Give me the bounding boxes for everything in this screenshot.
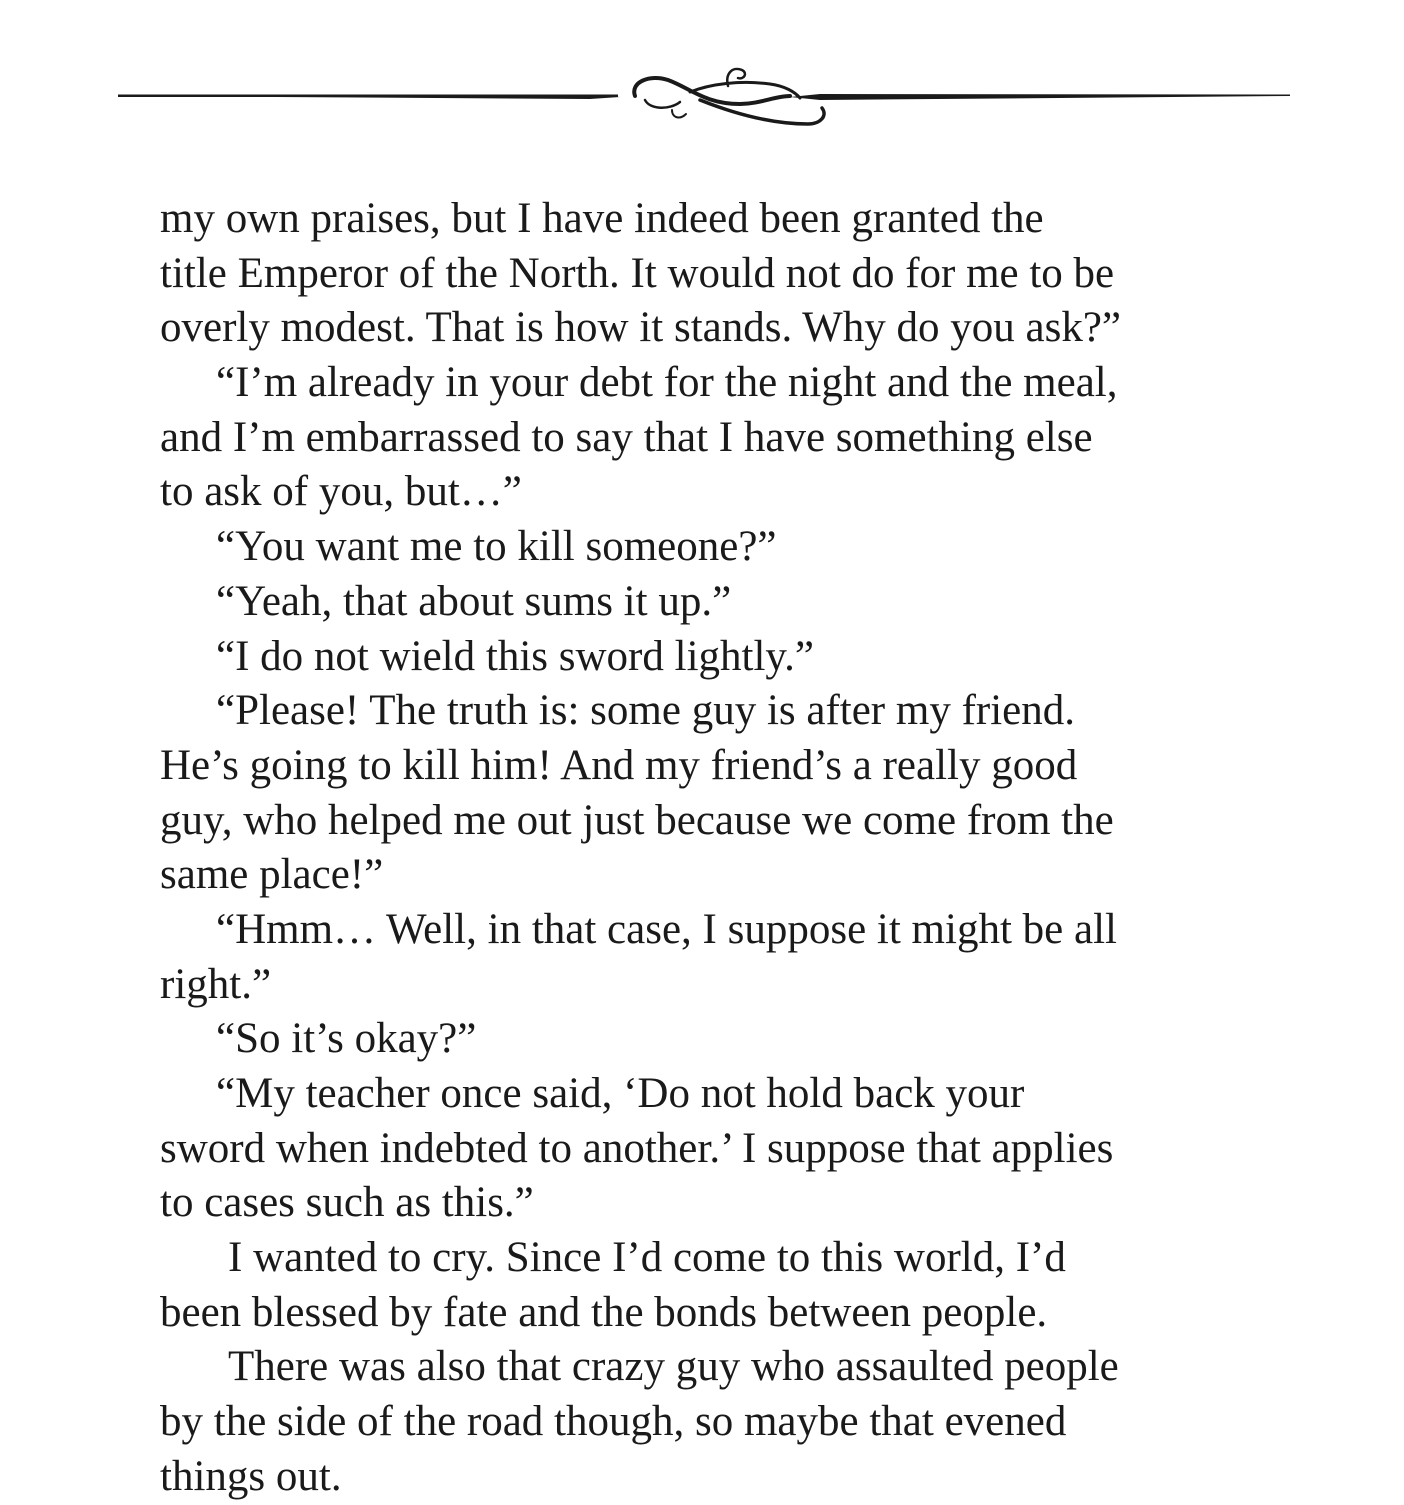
text-line: “I’m already in your debt for the night and the meal, <box>216 359 1118 407</box>
text-line: been blessed by fate and the bonds between people. <box>160 1288 1048 1336</box>
text-line: “Yeah, that about sums it up.” <box>216 577 732 625</box>
text-line: “I do not wield this sword lightly.” <box>216 632 814 680</box>
text-line: to ask of you, but…” <box>160 468 522 516</box>
text-line: sword when indebted to another.’ I suppose that applies <box>160 1124 1114 1172</box>
text-line: He’s going to kill him! And my friend’s a really good <box>160 741 1078 789</box>
text-line: and I’m embarrassed to say that I have something else <box>160 413 1093 461</box>
text-line: right.” <box>160 960 272 1008</box>
text-line: to cases such as this.” <box>160 1179 534 1227</box>
book-page-text <box>160 192 1220 1505</box>
text-line: “You want me to kill someone?” <box>216 523 777 571</box>
text-line: “So it’s okay?” <box>216 1015 477 1063</box>
text-line: There was also that crazy guy who assaulted people <box>228 1343 1119 1391</box>
text-line: I wanted to cry. Since I’d come to this world, I’d <box>228 1234 1066 1282</box>
text-line: same place!” <box>160 851 384 899</box>
text-line: my own praises, but I have indeed been granted the <box>160 195 1044 242</box>
text-line: guy, who helped me out just because we come from the <box>160 796 1114 844</box>
text-line: overly modest. That is how it stands. Why do you ask?” <box>160 304 1122 352</box>
text-line: things out. <box>160 1452 342 1500</box>
text-line: title Emperor of the North. It would not do for me to be <box>160 249 1115 297</box>
text-line: “Hmm… Well, in that case, I suppose it might be all <box>216 905 1117 953</box>
decorative-divider-ornament <box>0 0 1404 150</box>
text-line: “Please! The truth is: some guy is after my friend. <box>216 687 1075 735</box>
text-line: “My teacher once said, ‘Do not hold back your <box>216 1070 1025 1117</box>
text-line: by the side of the road though, so maybe that evened <box>160 1398 1067 1446</box>
